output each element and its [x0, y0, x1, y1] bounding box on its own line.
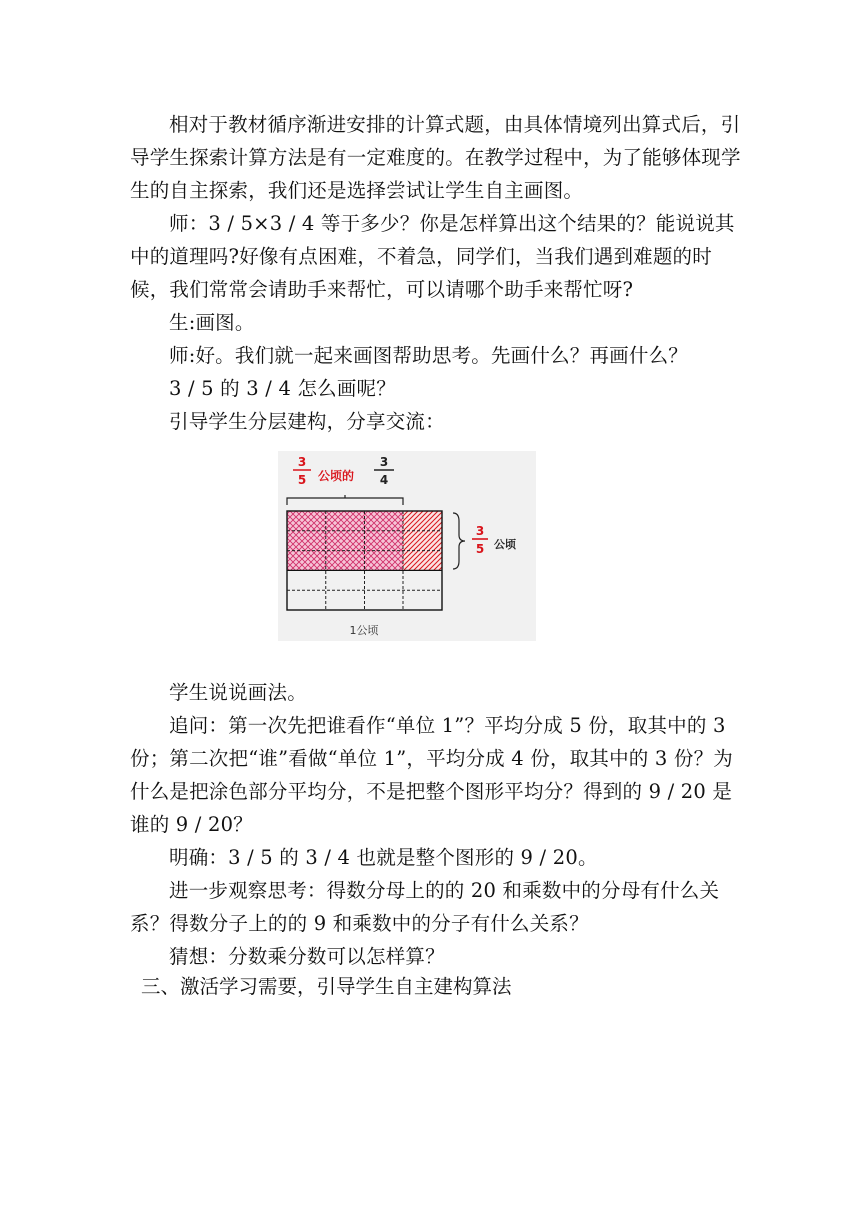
- paragraph-follow-up: 追问：第一次先把谁看作“单位 1”？平均分成 5 份，取其中的 3 份；第二次把“谁”看做“单位 1”，平均分成 4 份，取其中的 3 份？为什么是把涂色部分平均分，不是把整个图形平均分？得到的 9 / 20 是谁的 9 / 20？: [130, 714, 733, 836]
- top-fraction2-denominator: 4: [379, 473, 389, 487]
- section-heading: 三、激活学习需要，引导学生自主建构算法: [141, 975, 512, 998]
- top-brace: [287, 498, 403, 505]
- paragraph-how-to-draw: 3 / 5 的 3 / 4 怎么画呢？: [169, 377, 396, 400]
- top-fraction-denominator: 5: [297, 473, 307, 487]
- paragraph-students-describe: 学生说说画法。: [169, 681, 307, 704]
- bottom-label: 1公顷: [349, 624, 379, 637]
- area-diagram-svg: [278, 451, 536, 641]
- side-label: [472, 524, 516, 556]
- top-label-text: 公顷的: [318, 469, 355, 483]
- cross-hatched-area: [287, 511, 403, 570]
- paragraph-teacher-reply: 师:好。我们就一起来画图帮助思考。先画什么？再画什么？: [169, 344, 688, 367]
- paragraph-guess: 猜想：分数乘分数可以怎样算？: [169, 945, 445, 968]
- side-fraction-denominator: 5: [475, 542, 485, 556]
- paragraph-intro: 相对于教材循序渐进安排的计算式题，由具体情境列出算式后，引导学生探索计算方法是有一定难度的。在教学过程中，为了能够体现学生的自主探索，我们还是选择尝试让学生自主画图。: [130, 113, 741, 202]
- paragraph-teacher-question: 师：3 / 5×3 / 4 等于多少？你是怎样算出这个结果的？能说说其中的道理吗?好像有点困难，不着急，同学们，当我们遇到难题的时候，我们常常会请助手来帮忙，可以请哪个助手来帮忙呀?: [130, 212, 735, 301]
- paragraph-clarify: 明确：3 / 5 的 3 / 4 也就是整个图形的 9 / 20。: [169, 846, 598, 869]
- top-fraction-numerator: 3: [297, 455, 307, 469]
- single-hatched-area: [403, 511, 442, 570]
- fraction-area-diagram: [278, 451, 536, 641]
- top-label: [293, 455, 394, 487]
- side-label-text: 公顷: [494, 538, 516, 551]
- paragraph-student-answer: 生:画图。: [169, 311, 255, 334]
- paragraph-observe: 进一步观察思考：得数分母上的的 20 和乘数中的分母有什么关系？得数分子上的的 9 和乘数中的分子有什么关系？: [130, 879, 720, 935]
- top-fraction2-numerator: 3: [379, 455, 389, 469]
- side-brace: [453, 513, 465, 569]
- side-fraction-numerator: 3: [475, 524, 485, 538]
- paragraph-guide: 引导学生分层建构，分享交流：: [169, 410, 445, 433]
